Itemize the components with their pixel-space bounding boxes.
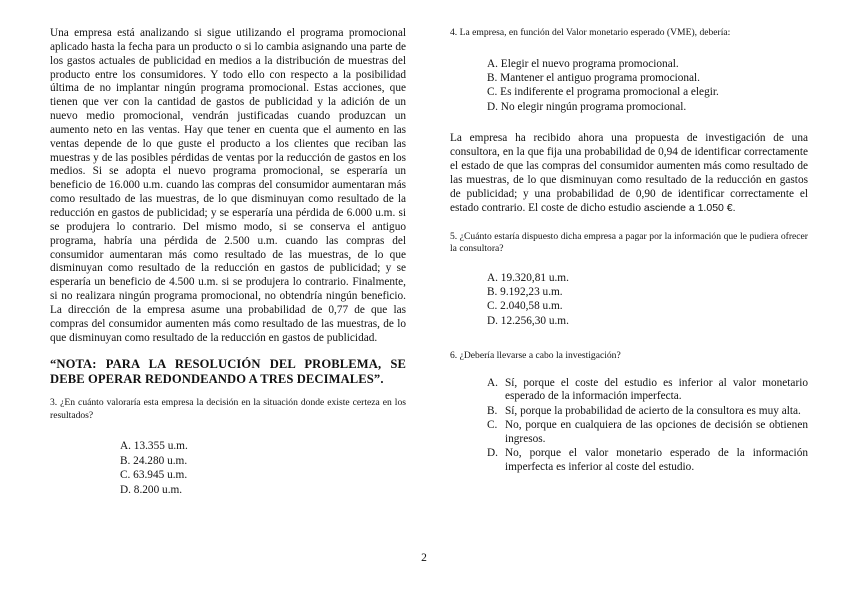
question-6-option-b: [487, 405, 808, 419]
question-5-options: [487, 271, 808, 329]
consultancy-paragraph: [450, 132, 808, 215]
question-5-option-b: B. 9.192,23 u.m.: [487, 285, 563, 298]
option-letter: B.: [487, 404, 498, 417]
question-3: 3. ¿En cuánto valoraría esta empresa la decisión en la situación donde existe certeza en los resultados?: [50, 397, 406, 421]
question-6-option-a: [487, 377, 808, 405]
question-5: 5. ¿Cuánto estaría dispuesto dicha empresa a pagar por la información que le pudiera ofrecer la consultora?: [450, 230, 808, 255]
question-4-option-d: D. No elegir ningún programa promocional.: [487, 100, 687, 113]
option-text: No, porque en cualquiera de las opciones de decisión se obtienen ingresos.: [505, 419, 808, 446]
study-cost: asciende a 1.050 €.: [643, 201, 736, 214]
question-6-options: [487, 377, 808, 475]
question-5-option-a: A. 19.320,81 u.m.: [487, 271, 569, 284]
left-column: [50, 27, 406, 497]
question-3-option-b: B. 24.280 u.m.: [120, 454, 188, 467]
question-4: 4. La empresa, en función del Valor monetario esperado (VME), debería:: [450, 27, 731, 38]
option-letter: C.: [487, 419, 498, 432]
question-4-option-a: A. Elegir el nuevo programa promocional.: [487, 57, 679, 70]
option-letter: D.: [487, 447, 498, 460]
option-text: Sí, porque el coste del estudio es inferior al valor monetario esperado de la información imperfecta.: [505, 376, 808, 403]
question-3-option-a: A. 13.355 u.m.: [120, 440, 188, 453]
page-number: 2: [421, 552, 427, 564]
question-5-option-d: D. 12.256,30 u.m.: [487, 314, 569, 327]
question-4-option-b: B. Mantener el antiguo programa promocional.: [487, 71, 701, 84]
question-4-options: [487, 57, 808, 115]
question-3-option-d: D. 8.200 u.m.: [120, 483, 183, 496]
question-6-option-d: [487, 447, 808, 475]
option-text: Sí, porque la probabilidad de acierto de la consultora es muy alta.: [505, 404, 801, 417]
rounding-note: “NOTA: PARA LA RESOLUCIÓN DEL PROBLEMA, SE DEBE OPERAR REDONDEANDO A TRES DECIMALES”.: [50, 357, 406, 387]
right-column: [450, 27, 808, 476]
question-6-option-c: [487, 419, 808, 447]
question-3-option-c: C. 63.945 u.m.: [120, 469, 188, 482]
option-letter: A.: [487, 376, 498, 389]
question-5-option-c: C. 2.040,58 u.m.: [487, 300, 563, 313]
question-4-option-c: C. Es indiferente el programa promocional a elegir.: [487, 86, 719, 99]
option-text: No, porque el valor monetario esperado de la información imperfecta es inferior al coste del estudio.: [505, 447, 808, 474]
question-3-options: [120, 439, 406, 497]
question-6: 6. ¿Debería llevarse a cabo la investigación?: [450, 350, 621, 362]
consultancy-text: La empresa ha recibido ahora una propuesta de investigación de una consultora, en la que fija una probabilidad de 0,94 de identificar correctamente el estado de que las compras del consumidor aumenten más como resultado de las muestras, de lo que disminuyan como resultado de la reducción en gastos de publicidad; y una probabilidad de 0,90 de identificar correctamente el estado contrario. El coste de dicho estudio: [450, 132, 808, 214]
problem-statement: Una empresa está analizando si sigue utilizando el programa promocional aplicado hasta la fecha para un producto o si lo cambia asignando una parte de los gastos actuales de publicidad en medios a la distribución de muestras del producto entre los consumidores. Y todo ello con respecto a la posibilidad última de no implantar ningún programa promocional. Estas acciones, que tienen que ver con la cantidad de gastos de publicidad y la adición de un nuevo medio promocional, vendrán justificadas cuando produzcan un aumento neto en las ventas. Hay que tener en cuenta que el aumento en las ventas depende de lo que guste el producto a los clientes que reciban las muestras y de las posibles pérdidas de ventas por la reducción de gastos en los medios. Si se adopta el nuevo programa promocional, se esperaría un beneficio de 16.000 u.m. cuando las compras del consumidor aumentaran más como resultado de las muestras, de lo que disminuyan como resultado de la reducción en gastos de publicidad; y se esperaría una pérdida de 6.000 u.m. si se produjera lo contrario. Del mismo modo, si se conserva el antiguo programa, habría una pérdida de 2.500 u.m. cuando las compras del consumidor aumentaran más como resultado de las muestras, de lo que disminuyan como resultado de la reducción en gastos de publicidad; y se esperaría un beneficio de 4.500 u.m. si se produjera lo contrario. Finalmente, si no realizara ningún programa promocional, no obtendría ningún beneficio. La dirección de la empresa asume una probabilidad de 0,77 de que las compras del consumidor aumenten más como resultado de las muestras, de lo que disminuyan como resultado de la reducción en gastos de publicidad.: [50, 27, 406, 344]
